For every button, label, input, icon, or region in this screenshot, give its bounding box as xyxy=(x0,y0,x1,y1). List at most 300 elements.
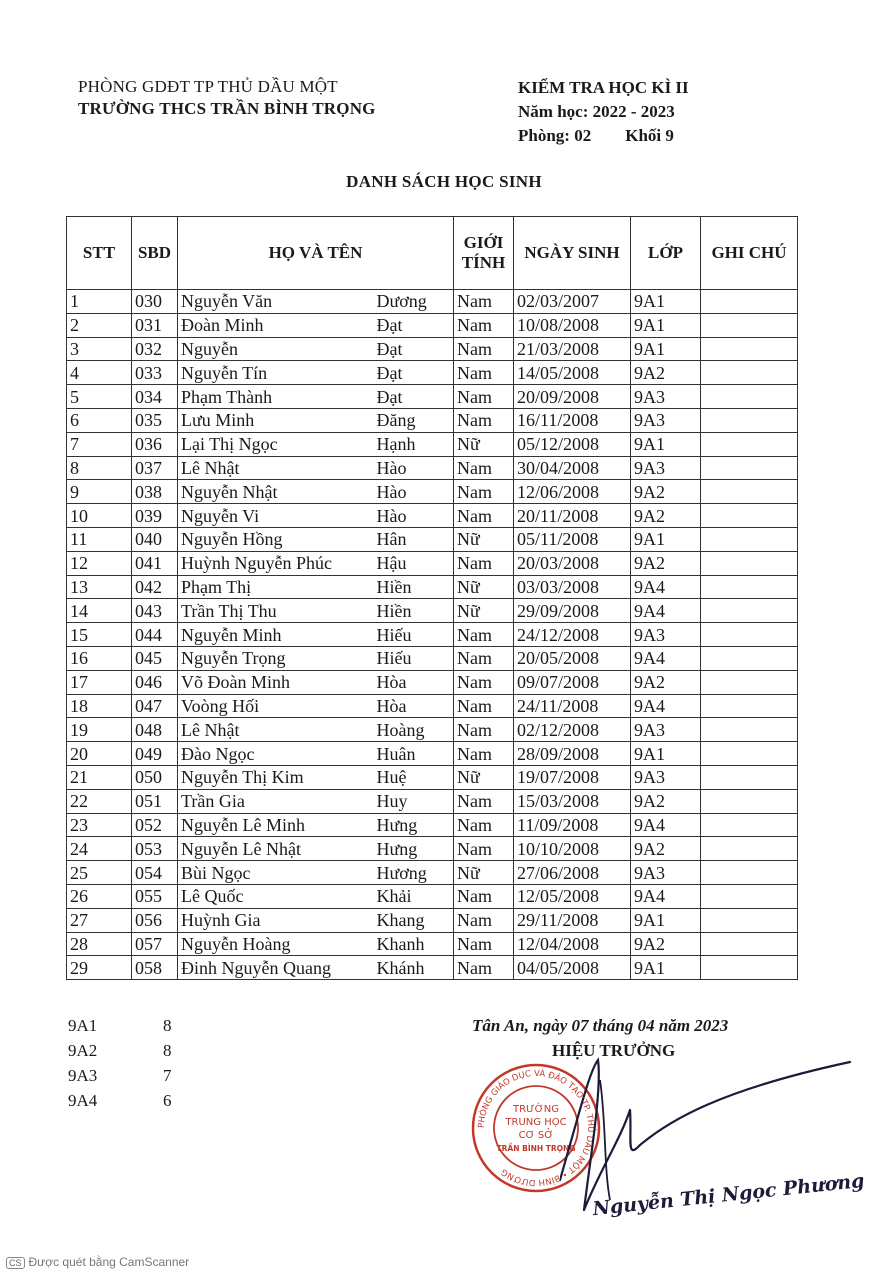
cell-note xyxy=(701,932,798,956)
cell-first-name: Phạm Thành xyxy=(178,385,374,409)
cell-first-name: Lưu Minh xyxy=(178,408,374,432)
col-header-sbd: SBD xyxy=(132,217,178,290)
cell-last-name: Huân xyxy=(374,742,454,766)
cell-sbd: 030 xyxy=(132,290,178,314)
summary-row xyxy=(68,1013,172,1038)
cell-stt: 27 xyxy=(67,908,132,932)
cell-stt: 18 xyxy=(67,694,132,718)
cell-dob: 16/11/2008 xyxy=(514,408,631,432)
cell-last-name: Khang xyxy=(374,908,454,932)
cell-first-name: Lê Nhật xyxy=(178,456,374,480)
table-row xyxy=(67,908,798,932)
cell-last-name: Khanh xyxy=(374,932,454,956)
signature-title: HIỆU TRƯỞNG xyxy=(552,1041,676,1060)
cell-sbd: 037 xyxy=(132,456,178,480)
summary-count: 6 xyxy=(163,1091,172,1110)
cell-dob: 12/06/2008 xyxy=(514,480,631,504)
cell-class: 9A1 xyxy=(631,290,701,314)
cell-sbd: 040 xyxy=(132,527,178,551)
cell-dob: 19/07/2008 xyxy=(514,765,631,789)
cell-first-name: Nguyễn Tín xyxy=(178,361,374,385)
cell-sbd: 042 xyxy=(132,575,178,599)
cell-class: 9A1 xyxy=(631,432,701,456)
cell-stt: 15 xyxy=(67,623,132,647)
cell-first-name: Bùi Ngọc xyxy=(178,861,374,885)
cell-first-name: Nguyễn Hoàng xyxy=(178,932,374,956)
stamp-line-2: TRUNG HỌC xyxy=(505,1117,567,1128)
cell-class: 9A3 xyxy=(631,623,701,647)
cell-last-name: Hưng xyxy=(374,837,454,861)
cell-stt: 11 xyxy=(67,527,132,551)
cell-dob: 29/11/2008 xyxy=(514,908,631,932)
stamp-line-3: CƠ SỞ xyxy=(518,1130,554,1141)
cell-class: 9A4 xyxy=(631,599,701,623)
cell-sbd: 046 xyxy=(132,670,178,694)
cell-note xyxy=(701,313,798,337)
cell-class: 9A4 xyxy=(631,813,701,837)
cell-last-name: Hoàng xyxy=(374,718,454,742)
table-row xyxy=(67,432,798,456)
cell-note xyxy=(701,575,798,599)
summary-row xyxy=(68,1038,172,1063)
cell-gender: Nam xyxy=(454,670,514,694)
scanner-footer xyxy=(6,1255,189,1269)
cell-note xyxy=(701,527,798,551)
cell-class: 9A1 xyxy=(631,908,701,932)
cell-gender: Nam xyxy=(454,313,514,337)
cell-sbd: 047 xyxy=(132,694,178,718)
cell-dob: 12/04/2008 xyxy=(514,932,631,956)
cell-sbd: 043 xyxy=(132,599,178,623)
summary-count: 8 xyxy=(163,1041,172,1060)
cell-sbd: 048 xyxy=(132,718,178,742)
table-row xyxy=(67,884,798,908)
cell-first-name: Phạm Thị xyxy=(178,575,374,599)
room-grade xyxy=(518,124,689,148)
cell-stt: 10 xyxy=(67,504,132,528)
cell-sbd: 058 xyxy=(132,956,178,980)
cell-gender: Nam xyxy=(454,742,514,766)
cell-sbd: 033 xyxy=(132,361,178,385)
cell-stt: 17 xyxy=(67,670,132,694)
cell-gender: Nam xyxy=(454,623,514,647)
cell-note xyxy=(701,337,798,361)
col-header-name: HỌ VÀ TÊN xyxy=(178,217,454,290)
cell-first-name: Lại Thị Ngọc xyxy=(178,432,374,456)
cell-dob: 03/03/2008 xyxy=(514,575,631,599)
department-name: PHÒNG GDĐT TP THỦ DẦU MỘT xyxy=(78,77,338,96)
cell-sbd: 038 xyxy=(132,480,178,504)
table-row xyxy=(67,361,798,385)
cell-sbd: 053 xyxy=(132,837,178,861)
cell-sbd: 032 xyxy=(132,337,178,361)
summary-class: 9A4 xyxy=(68,1091,98,1110)
school-name: TRƯỜNG THCS TRẦN BÌNH TRỌNG xyxy=(78,99,376,118)
cell-last-name: Hào xyxy=(374,480,454,504)
cell-note xyxy=(701,551,798,575)
page-title: DANH SÁCH HỌC SINH xyxy=(346,172,542,191)
cell-class: 9A3 xyxy=(631,861,701,885)
cell-stt: 22 xyxy=(67,789,132,813)
cell-note xyxy=(701,742,798,766)
cell-sbd: 045 xyxy=(132,646,178,670)
cell-gender: Nam xyxy=(454,837,514,861)
cell-gender: Nam xyxy=(454,908,514,932)
summary-row xyxy=(68,1088,172,1113)
cell-stt: 28 xyxy=(67,932,132,956)
cell-class: 9A1 xyxy=(631,527,701,551)
cell-stt: 1 xyxy=(67,290,132,314)
cell-class: 9A3 xyxy=(631,765,701,789)
cell-gender: Nam xyxy=(454,932,514,956)
table-row xyxy=(67,861,798,885)
cell-dob: 20/09/2008 xyxy=(514,385,631,409)
cell-sbd: 057 xyxy=(132,932,178,956)
cell-note xyxy=(701,837,798,861)
cell-class: 9A2 xyxy=(631,837,701,861)
cell-dob: 28/09/2008 xyxy=(514,742,631,766)
room-number: Phòng: 02 xyxy=(518,126,592,145)
cell-first-name: Huỳnh Gia xyxy=(178,908,374,932)
cell-dob: 04/05/2008 xyxy=(514,956,631,980)
cell-last-name: Hào xyxy=(374,504,454,528)
header-right xyxy=(518,76,689,148)
cell-first-name: Huỳnh Nguyễn Phúc xyxy=(178,551,374,575)
cell-stt: 26 xyxy=(67,884,132,908)
cell-first-name: Nguyễn Nhật xyxy=(178,480,374,504)
cell-stt: 4 xyxy=(67,361,132,385)
summary-class: 9A3 xyxy=(68,1066,98,1085)
table-row xyxy=(67,385,798,409)
table-row xyxy=(67,932,798,956)
cell-gender: Nam xyxy=(454,884,514,908)
cell-dob: 14/05/2008 xyxy=(514,361,631,385)
cell-last-name: Hiền xyxy=(374,575,454,599)
cell-first-name: Trần Thị Thu xyxy=(178,599,374,623)
table-row xyxy=(67,408,798,432)
exam-name: KIỂM TRA HỌC KÌ II xyxy=(518,78,689,97)
cell-gender: Nữ xyxy=(454,861,514,885)
cell-gender: Nữ xyxy=(454,527,514,551)
cell-first-name: Võ Đoàn Minh xyxy=(178,670,374,694)
cell-dob: 24/12/2008 xyxy=(514,623,631,647)
cell-stt: 24 xyxy=(67,837,132,861)
table-row xyxy=(67,670,798,694)
cell-class: 9A1 xyxy=(631,337,701,361)
cell-first-name: Trần Gia xyxy=(178,789,374,813)
stamp-line-1: TRƯỜNG xyxy=(513,1104,559,1115)
cell-note xyxy=(701,290,798,314)
table-row xyxy=(67,290,798,314)
cell-dob: 12/05/2008 xyxy=(514,884,631,908)
cell-stt: 14 xyxy=(67,599,132,623)
cell-dob: 15/03/2008 xyxy=(514,789,631,813)
cell-note xyxy=(701,861,798,885)
class-summary xyxy=(68,1013,172,1113)
cell-class: 9A1 xyxy=(631,956,701,980)
cell-dob: 11/09/2008 xyxy=(514,813,631,837)
table-row xyxy=(67,551,798,575)
cell-gender: Nam xyxy=(454,551,514,575)
cell-last-name: Hưng xyxy=(374,813,454,837)
cell-last-name: Huệ xyxy=(374,765,454,789)
cell-dob: 21/03/2008 xyxy=(514,337,631,361)
col-header-gender: GIỚI TÍNH xyxy=(454,217,514,290)
cell-last-name: Đạt xyxy=(374,385,454,409)
cell-note xyxy=(701,480,798,504)
cell-first-name: Đoàn Minh xyxy=(178,313,374,337)
cell-note xyxy=(701,432,798,456)
cell-last-name: Đăng xyxy=(374,408,454,432)
cell-note xyxy=(701,361,798,385)
cell-dob: 20/05/2008 xyxy=(514,646,631,670)
cell-stt: 8 xyxy=(67,456,132,480)
cell-class: 9A4 xyxy=(631,694,701,718)
summary-class: 9A1 xyxy=(68,1016,98,1035)
cell-sbd: 044 xyxy=(132,623,178,647)
cell-class: 9A1 xyxy=(631,742,701,766)
cell-class: 9A2 xyxy=(631,932,701,956)
cell-stt: 7 xyxy=(67,432,132,456)
cell-last-name: Khải xyxy=(374,884,454,908)
cell-gender: Nam xyxy=(454,646,514,670)
cell-gender: Nữ xyxy=(454,432,514,456)
col-header-dob: NGÀY SINH xyxy=(514,217,631,290)
cell-class: 9A2 xyxy=(631,480,701,504)
table-row xyxy=(67,456,798,480)
cell-dob: 20/11/2008 xyxy=(514,504,631,528)
cell-dob: 20/03/2008 xyxy=(514,551,631,575)
table-row xyxy=(67,956,798,980)
cell-stt: 9 xyxy=(67,480,132,504)
cell-class: 9A3 xyxy=(631,718,701,742)
table-header-row xyxy=(67,217,798,290)
table-row xyxy=(67,718,798,742)
table-row xyxy=(67,504,798,528)
cell-last-name: Dương xyxy=(374,290,454,314)
cell-note xyxy=(701,623,798,647)
cell-class: 9A3 xyxy=(631,385,701,409)
cell-first-name: Nguyễn Minh xyxy=(178,623,374,647)
cell-last-name: Đạt xyxy=(374,337,454,361)
cell-sbd: 039 xyxy=(132,504,178,528)
cell-last-name: Hạnh xyxy=(374,432,454,456)
cell-last-name: Hiền xyxy=(374,599,454,623)
stamp-ring-text: PHÒNG GIÁO DỤC VÀ ĐÀO TẠO TP. THỦ DẦU MỘT • BÌNH DƯƠNG xyxy=(476,1068,596,1188)
cell-last-name: Hòa xyxy=(374,670,454,694)
cell-note xyxy=(701,956,798,980)
table-row xyxy=(67,837,798,861)
cell-gender: Nam xyxy=(454,408,514,432)
cell-gender: Nam xyxy=(454,290,514,314)
cell-sbd: 051 xyxy=(132,789,178,813)
cell-first-name: Lê Quốc xyxy=(178,884,374,908)
signature-date: Tân An, ngày 07 tháng 04 năm 2023 xyxy=(472,1016,729,1035)
cell-first-name: Nguyễn Hồng xyxy=(178,527,374,551)
cell-stt: 21 xyxy=(67,765,132,789)
header-left xyxy=(78,76,376,120)
cell-note xyxy=(701,504,798,528)
cell-last-name: Đạt xyxy=(374,361,454,385)
cell-first-name: Nguyễn Lê Minh xyxy=(178,813,374,837)
cell-gender: Nam xyxy=(454,718,514,742)
table-row xyxy=(67,694,798,718)
cell-class: 9A2 xyxy=(631,361,701,385)
cell-note xyxy=(701,765,798,789)
col-header-stt: STT xyxy=(67,217,132,290)
cell-class: 9A4 xyxy=(631,575,701,599)
cell-first-name: Nguyễn xyxy=(178,337,374,361)
cell-stt: 3 xyxy=(67,337,132,361)
cell-dob: 24/11/2008 xyxy=(514,694,631,718)
cell-sbd: 041 xyxy=(132,551,178,575)
table-row xyxy=(67,813,798,837)
cell-dob: 02/03/2007 xyxy=(514,290,631,314)
grade-label: Khối 9 xyxy=(625,126,674,145)
table-row xyxy=(67,527,798,551)
cell-first-name: Đào Ngọc xyxy=(178,742,374,766)
col-header-class: LỚP xyxy=(631,217,701,290)
table-row xyxy=(67,789,798,813)
cell-sbd: 036 xyxy=(132,432,178,456)
table-row xyxy=(67,313,798,337)
cell-stt: 12 xyxy=(67,551,132,575)
cell-dob: 10/08/2008 xyxy=(514,313,631,337)
cell-first-name: Nguyễn Lê Nhật xyxy=(178,837,374,861)
cell-sbd: 031 xyxy=(132,313,178,337)
cell-dob: 02/12/2008 xyxy=(514,718,631,742)
cell-note xyxy=(701,718,798,742)
cell-dob: 05/12/2008 xyxy=(514,432,631,456)
cell-dob: 30/04/2008 xyxy=(514,456,631,480)
cell-dob: 27/06/2008 xyxy=(514,861,631,885)
cell-first-name: Nguyễn Văn xyxy=(178,290,374,314)
cell-last-name: Hiếu xyxy=(374,623,454,647)
cell-sbd: 035 xyxy=(132,408,178,432)
cell-gender: Nam xyxy=(454,504,514,528)
signer-name: Nguyễn Thị Ngọc Phương xyxy=(591,1169,866,1221)
cell-gender: Nữ xyxy=(454,599,514,623)
cell-dob: 29/09/2008 xyxy=(514,599,631,623)
table-row xyxy=(67,623,798,647)
cell-gender: Nữ xyxy=(454,575,514,599)
cell-gender: Nam xyxy=(454,956,514,980)
cell-note xyxy=(701,385,798,409)
camscanner-icon: CS xyxy=(6,1257,25,1269)
cell-class: 9A4 xyxy=(631,646,701,670)
cell-class: 9A2 xyxy=(631,504,701,528)
summary-row xyxy=(68,1063,172,1088)
cell-dob: 10/10/2008 xyxy=(514,837,631,861)
student-rows xyxy=(67,290,798,980)
cell-class: 9A4 xyxy=(631,884,701,908)
cell-sbd: 055 xyxy=(132,884,178,908)
cell-gender: Nam xyxy=(454,337,514,361)
cell-sbd: 052 xyxy=(132,813,178,837)
cell-note xyxy=(701,408,798,432)
table-row xyxy=(67,337,798,361)
cell-stt: 6 xyxy=(67,408,132,432)
cell-gender: Nữ xyxy=(454,765,514,789)
stamp-line-4: TRẦN BÌNH TRỌNG xyxy=(496,1144,576,1153)
cell-last-name: Hòa xyxy=(374,694,454,718)
table-row xyxy=(67,646,798,670)
cell-stt: 23 xyxy=(67,813,132,837)
cell-last-name: Hương xyxy=(374,861,454,885)
cell-gender: Nam xyxy=(454,361,514,385)
cell-sbd: 049 xyxy=(132,742,178,766)
cell-stt: 19 xyxy=(67,718,132,742)
cell-note xyxy=(701,646,798,670)
cell-last-name: Huy xyxy=(374,789,454,813)
table-row xyxy=(67,480,798,504)
table-row xyxy=(67,575,798,599)
cell-note xyxy=(701,789,798,813)
cell-note xyxy=(701,456,798,480)
cell-gender: Nam xyxy=(454,456,514,480)
cell-note xyxy=(701,884,798,908)
table-row xyxy=(67,765,798,789)
cell-first-name: Nguyễn Trọng xyxy=(178,646,374,670)
cell-first-name: Lê Nhật xyxy=(178,718,374,742)
cell-class: 9A2 xyxy=(631,551,701,575)
table-row xyxy=(67,742,798,766)
school-year: Năm học: 2022 - 2023 xyxy=(518,102,675,121)
cell-first-name: Voòng Hối xyxy=(178,694,374,718)
cell-sbd: 034 xyxy=(132,385,178,409)
cell-last-name: Hân xyxy=(374,527,454,551)
cell-sbd: 056 xyxy=(132,908,178,932)
cell-first-name: Nguyễn Thị Kim xyxy=(178,765,374,789)
student-table xyxy=(66,216,798,980)
cell-note xyxy=(701,599,798,623)
cell-gender: Nam xyxy=(454,694,514,718)
cell-last-name: Hậu xyxy=(374,551,454,575)
cell-class: 9A2 xyxy=(631,789,701,813)
cell-note xyxy=(701,908,798,932)
cell-first-name: Đinh Nguyễn Quang xyxy=(178,956,374,980)
cell-gender: Nam xyxy=(454,813,514,837)
summary-count: 7 xyxy=(163,1066,172,1085)
cell-stt: 5 xyxy=(67,385,132,409)
cell-stt: 29 xyxy=(67,956,132,980)
col-header-note: GHI CHÚ xyxy=(701,217,798,290)
cell-first-name: Nguyễn Vi xyxy=(178,504,374,528)
cell-note xyxy=(701,694,798,718)
cell-stt: 2 xyxy=(67,313,132,337)
cell-last-name: Đạt xyxy=(374,313,454,337)
summary-count: 8 xyxy=(163,1016,172,1035)
cell-dob: 09/07/2008 xyxy=(514,670,631,694)
cell-sbd: 054 xyxy=(132,861,178,885)
cell-dob: 05/11/2008 xyxy=(514,527,631,551)
table-row xyxy=(67,599,798,623)
summary-class: 9A2 xyxy=(68,1041,98,1060)
cell-gender: Nam xyxy=(454,789,514,813)
cell-gender: Nam xyxy=(454,480,514,504)
cell-class: 9A3 xyxy=(631,456,701,480)
cell-class: 9A2 xyxy=(631,670,701,694)
cell-class: 9A3 xyxy=(631,408,701,432)
cell-note xyxy=(701,813,798,837)
cell-stt: 16 xyxy=(67,646,132,670)
cell-class: 9A1 xyxy=(631,313,701,337)
cell-stt: 13 xyxy=(67,575,132,599)
cell-stt: 20 xyxy=(67,742,132,766)
cell-last-name: Hào xyxy=(374,456,454,480)
cell-last-name: Hiếu xyxy=(374,646,454,670)
cell-note xyxy=(701,670,798,694)
